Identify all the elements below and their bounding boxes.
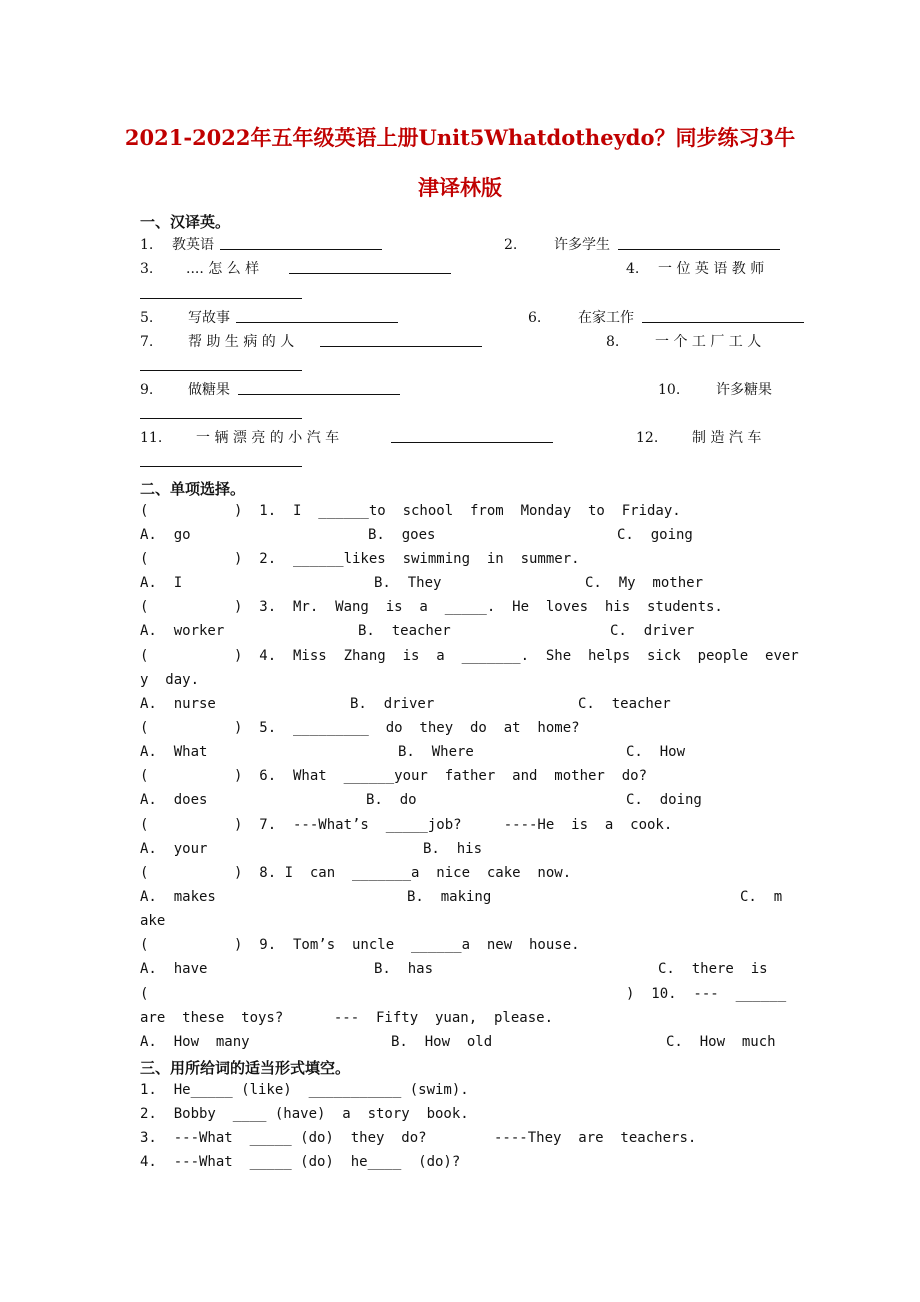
q2-option-c[interactable]: C. My mother <box>585 575 704 591</box>
q2-stem: ) 2. ______likes swimming in summer. <box>234 551 580 567</box>
q3-option-a[interactable]: A. worker <box>140 623 225 639</box>
q10-option-b[interactable]: B. How old <box>391 1034 493 1050</box>
q8-option-a[interactable]: A. makes <box>140 889 216 905</box>
answer-paren[interactable]: ( <box>140 768 149 784</box>
q5-stem: ) 5. _________ do they do at home? <box>234 720 580 736</box>
item-6-text: 在家工作 <box>578 310 634 326</box>
answer-paren[interactable]: ( <box>140 937 149 953</box>
q5-option-a[interactable]: A. What <box>140 744 208 760</box>
answer-paren[interactable]: ( <box>140 648 149 664</box>
q9-option-b[interactable]: B. has <box>374 961 434 977</box>
item-10-num: 10. <box>658 382 681 398</box>
blank-line[interactable] <box>642 309 804 323</box>
q10-option-a[interactable]: A. How many <box>140 1034 250 1050</box>
q9-stem: ) 9. Tom’s uncle ______a new house. <box>234 937 580 953</box>
q1-option-a[interactable]: A. go <box>140 527 191 543</box>
q3-option-b[interactable]: B. teacher <box>358 623 451 639</box>
q3-option-c[interactable]: C. driver <box>610 623 695 639</box>
q10-stem: ) 10. --- ______ <box>626 986 787 1002</box>
item-6-num: 6. <box>528 310 542 326</box>
answer-paren[interactable]: ( <box>140 865 149 881</box>
item-5-num: 5. <box>140 310 154 326</box>
item-11-text: 一 辆 漂 亮 的 小 汽 车 <box>196 430 340 446</box>
q1-option-b[interactable]: B. goes <box>368 527 436 543</box>
fill-line-3: 3. ---What _____ (do) they do? ----They are teachers. <box>140 1130 697 1146</box>
q4-stem: ) 4. Miss Zhang is a _______. She helps sick people ever <box>234 648 799 664</box>
item-3-text: .... 怎 么 样 <box>186 261 260 277</box>
item-9-num: 9. <box>140 382 154 398</box>
q2-option-b[interactable]: B. They <box>374 575 442 591</box>
q7-stem: ) 7. ---What’s _____job? ----He is a cook. <box>234 817 673 833</box>
blank-line[interactable] <box>236 309 398 323</box>
q4-stem-cont: y day. <box>140 672 200 688</box>
item-11-num: 11. <box>140 430 163 446</box>
item-8-num: 8. <box>606 334 620 350</box>
item-7-text: 帮 助 生 病 的 人 <box>188 334 295 350</box>
answer-paren[interactable]: ( <box>140 720 149 736</box>
item-4-text: 一 位 英 语 教 师 <box>658 261 765 277</box>
item-7-num: 7. <box>140 334 154 350</box>
q7-option-b[interactable]: B. his <box>423 841 483 857</box>
section2-heading: 二、单项选择。 <box>140 480 246 498</box>
item-2-num: 2. <box>504 237 518 253</box>
answer-paren[interactable]: ( <box>140 599 149 615</box>
q7-option-a[interactable]: A. your <box>140 841 208 857</box>
q6-option-a[interactable]: A. does <box>140 792 208 808</box>
q4-option-b[interactable]: B. driver <box>350 696 435 712</box>
blank-line[interactable] <box>238 381 400 395</box>
answer-paren[interactable]: ( <box>140 503 149 519</box>
item-1-text: 教英语 <box>172 237 214 253</box>
q5-option-c[interactable]: C. How <box>626 744 686 760</box>
item-9-text: 做糖果 <box>188 382 230 398</box>
fill-line-4: 4. ---What _____ (do) he____ (do)? <box>140 1154 461 1170</box>
blank-line[interactable] <box>140 405 302 419</box>
q10-stem-cont: are these toys? --- Fifty yuan, please. <box>140 1010 554 1026</box>
item-10-text: 许多糖果 <box>716 382 772 398</box>
answer-paren[interactable]: ( <box>140 551 149 567</box>
title-line-2: 津译林版 <box>418 175 502 200</box>
q6-option-c[interactable]: C. doing <box>626 792 702 808</box>
section1-heading: 一、汉译英。 <box>140 213 231 231</box>
q1-stem: ) 1. I ______to school from Monday to Friday. <box>234 503 681 519</box>
item-4-num: 4. <box>626 261 640 277</box>
fill-line-2: 2. Bobby ____ (have) a story book. <box>140 1106 469 1122</box>
q4-option-c[interactable]: C. teacher <box>578 696 671 712</box>
q8-option-c[interactable]: C. m <box>740 889 783 905</box>
q6-stem: ) 6. What ______your father and mother do? <box>234 768 648 784</box>
item-12-num: 12. <box>636 430 659 446</box>
blank-line[interactable] <box>220 236 382 250</box>
blank-line[interactable] <box>140 357 302 371</box>
blank-line[interactable] <box>289 260 451 274</box>
blank-line[interactable] <box>320 333 482 347</box>
blank-line[interactable] <box>140 453 302 467</box>
item-2-text: 许多学生 <box>554 237 610 253</box>
q6-option-b[interactable]: B. do <box>366 792 417 808</box>
title-line-1: 2021-2022年五年级英语上册Unit5Whatdotheydo？同步练习3牛 <box>124 125 796 150</box>
blank-line[interactable] <box>618 236 780 250</box>
blank-line[interactable] <box>140 285 302 299</box>
answer-paren[interactable]: ( <box>140 817 149 833</box>
item-5-text: 写故事 <box>188 310 230 326</box>
answer-paren[interactable]: ( <box>140 986 149 1002</box>
blank-line[interactable] <box>391 429 553 443</box>
section3-heading: 三、用所给词的适当形式填空。 <box>140 1059 351 1077</box>
q8-option-c-cont: ake <box>140 913 166 929</box>
item-1-num: 1. <box>140 237 154 253</box>
item-3-num: 3. <box>140 261 154 277</box>
q9-option-a[interactable]: A. have <box>140 961 208 977</box>
q8-stem: ) 8. I can _______a nice cake now. <box>234 865 572 881</box>
fill-line-1: 1. He_____ (like) ___________ (swim). <box>140 1082 469 1098</box>
item-12-text: 制 造 汽 车 <box>692 430 762 446</box>
item-8-text: 一 个 工 厂 工 人 <box>655 334 762 350</box>
q4-option-a[interactable]: A. nurse <box>140 696 216 712</box>
q5-option-b[interactable]: B. Where <box>398 744 474 760</box>
q10-option-c[interactable]: C. How much <box>666 1034 776 1050</box>
q1-option-c[interactable]: C. going <box>617 527 693 543</box>
q9-option-c[interactable]: C. there is <box>658 961 768 977</box>
q8-option-b[interactable]: B. making <box>407 889 492 905</box>
q2-option-a[interactable]: A. I <box>140 575 183 591</box>
q3-stem: ) 3. Mr. Wang is a _____. He loves his students. <box>234 599 723 615</box>
